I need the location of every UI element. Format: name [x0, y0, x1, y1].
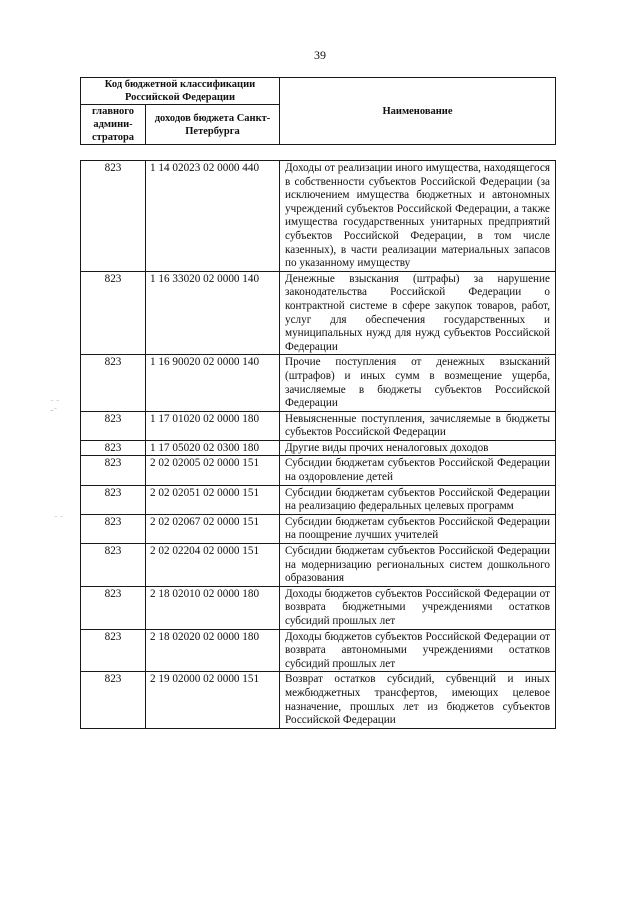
cell-code: 2 02 02005 02 0000 151 [146, 456, 280, 485]
cell-name: Другие виды прочих неналоговых доходов [280, 440, 556, 456]
cell-code: 1 14 02023 02 0000 440 [146, 161, 280, 272]
cell-admin: 823 [81, 629, 146, 672]
table-row [81, 355, 556, 411]
cell-name: Субсидии бюджетам субъектов Российской Федерации на реализацию федеральных целевых программ [280, 485, 556, 514]
cell-admin: 823 [81, 672, 146, 728]
cell-code: 2 18 02020 02 0000 180 [146, 629, 280, 672]
table-row [81, 271, 556, 355]
cell-code: 2 19 02000 02 0000 151 [146, 672, 280, 728]
table-row [81, 514, 556, 543]
table-row [81, 440, 556, 456]
cell-admin: 823 [81, 440, 146, 456]
cell-code: 1 16 90020 02 0000 140 [146, 355, 280, 411]
header-group-title: Код бюджетной классификации Российской Федерации [81, 78, 280, 105]
header-admin: главного админи-стратора [81, 105, 146, 145]
header-code: доходов бюджета Санкт-Петербурга [146, 105, 280, 145]
cell-code: 1 17 05020 02 0300 180 [146, 440, 280, 456]
table-row [81, 411, 556, 440]
cell-admin: 823 [81, 355, 146, 411]
cell-admin: 823 [81, 161, 146, 272]
cell-code: 1 17 01020 02 0000 180 [146, 411, 280, 440]
scan-artifact: ⁻ ⁻ [54, 514, 64, 522]
cell-code: 2 02 02051 02 0000 151 [146, 485, 280, 514]
cell-name: Возврат остатков субсидий, субвенций и иных межбюджетных трансфертов, имеющих целевое назначение, прошлых лет из бюджетов субъектов Российской Федерации [280, 672, 556, 728]
cell-name: Невыясненные поступления, зачисляемые в бюджеты субъектов Российской Федерации [280, 411, 556, 440]
cell-admin: 823 [81, 544, 146, 587]
cell-admin: 823 [81, 411, 146, 440]
cell-name: Субсидии бюджетам субъектов Российской Федерации на модернизацию региональных систем дошкольного образования [280, 544, 556, 587]
page-number: 39 [314, 48, 326, 62]
cell-code: 1 16 33020 02 0000 140 [146, 271, 280, 355]
cell-name: Доходы бюджетов субъектов Российской Федерации от возврата бюджетными учреждениями остатков субсидий прошлых лет [280, 586, 556, 629]
cell-admin: 823 [81, 485, 146, 514]
table-row [81, 485, 556, 514]
cell-admin: 823 [81, 271, 146, 355]
table-row [81, 456, 556, 485]
cell-name: Доходы от реализации иного имущества, находящегося в собственности субъектов Российской Федерации (за исключением имущества бюджетных и автономных учреждений субъектов Российской Федерации, а также имущества государственных унитарных предприятий субъектов Российской Федерации, в том числе казенных), в части реализации материальных запасов по указанному имуществу [280, 161, 556, 272]
table-row [81, 672, 556, 728]
cell-code: 2 18 02010 02 0000 180 [146, 586, 280, 629]
cell-name: Субсидии бюджетам субъектов Российской Федерации на оздоровление детей [280, 456, 556, 485]
cell-name: Субсидии бюджетам субъектов Российской Федерации на поощрение лучших учителей [280, 514, 556, 543]
header-name: Наименование [280, 78, 556, 145]
cell-code: 2 02 02204 02 0000 151 [146, 544, 280, 587]
codes-table [80, 160, 556, 729]
table-row [81, 629, 556, 672]
table-row [81, 161, 556, 272]
cell-admin: 823 [81, 514, 146, 543]
table-row [81, 586, 556, 629]
cell-code: 2 02 02067 02 0000 151 [146, 514, 280, 543]
header-table [80, 77, 556, 145]
cell-name: Денежные взыскания (штрафы) за нарушение законодательства Российской Федерации о контрактной системе в сфере закупок товаров, работ, услуг для обеспечения государственных и муниципальных нужд для нужд субъектов Российской Федерации [280, 271, 556, 355]
cell-name: Доходы бюджетов субъектов Российской Федерации от возврата автономными учреждениями остатков субсидий прошлых лет [280, 629, 556, 672]
scan-artifact: ⁻ ⁻ –⁻ [50, 398, 60, 414]
cell-name: Прочие поступления от денежных взысканий (штрафов) и иных сумм в возмещение ущерба, зачисляемые в бюджеты субъектов Российской Федерации [280, 355, 556, 411]
table-row [81, 544, 556, 587]
cell-admin: 823 [81, 586, 146, 629]
cell-admin: 823 [81, 456, 146, 485]
